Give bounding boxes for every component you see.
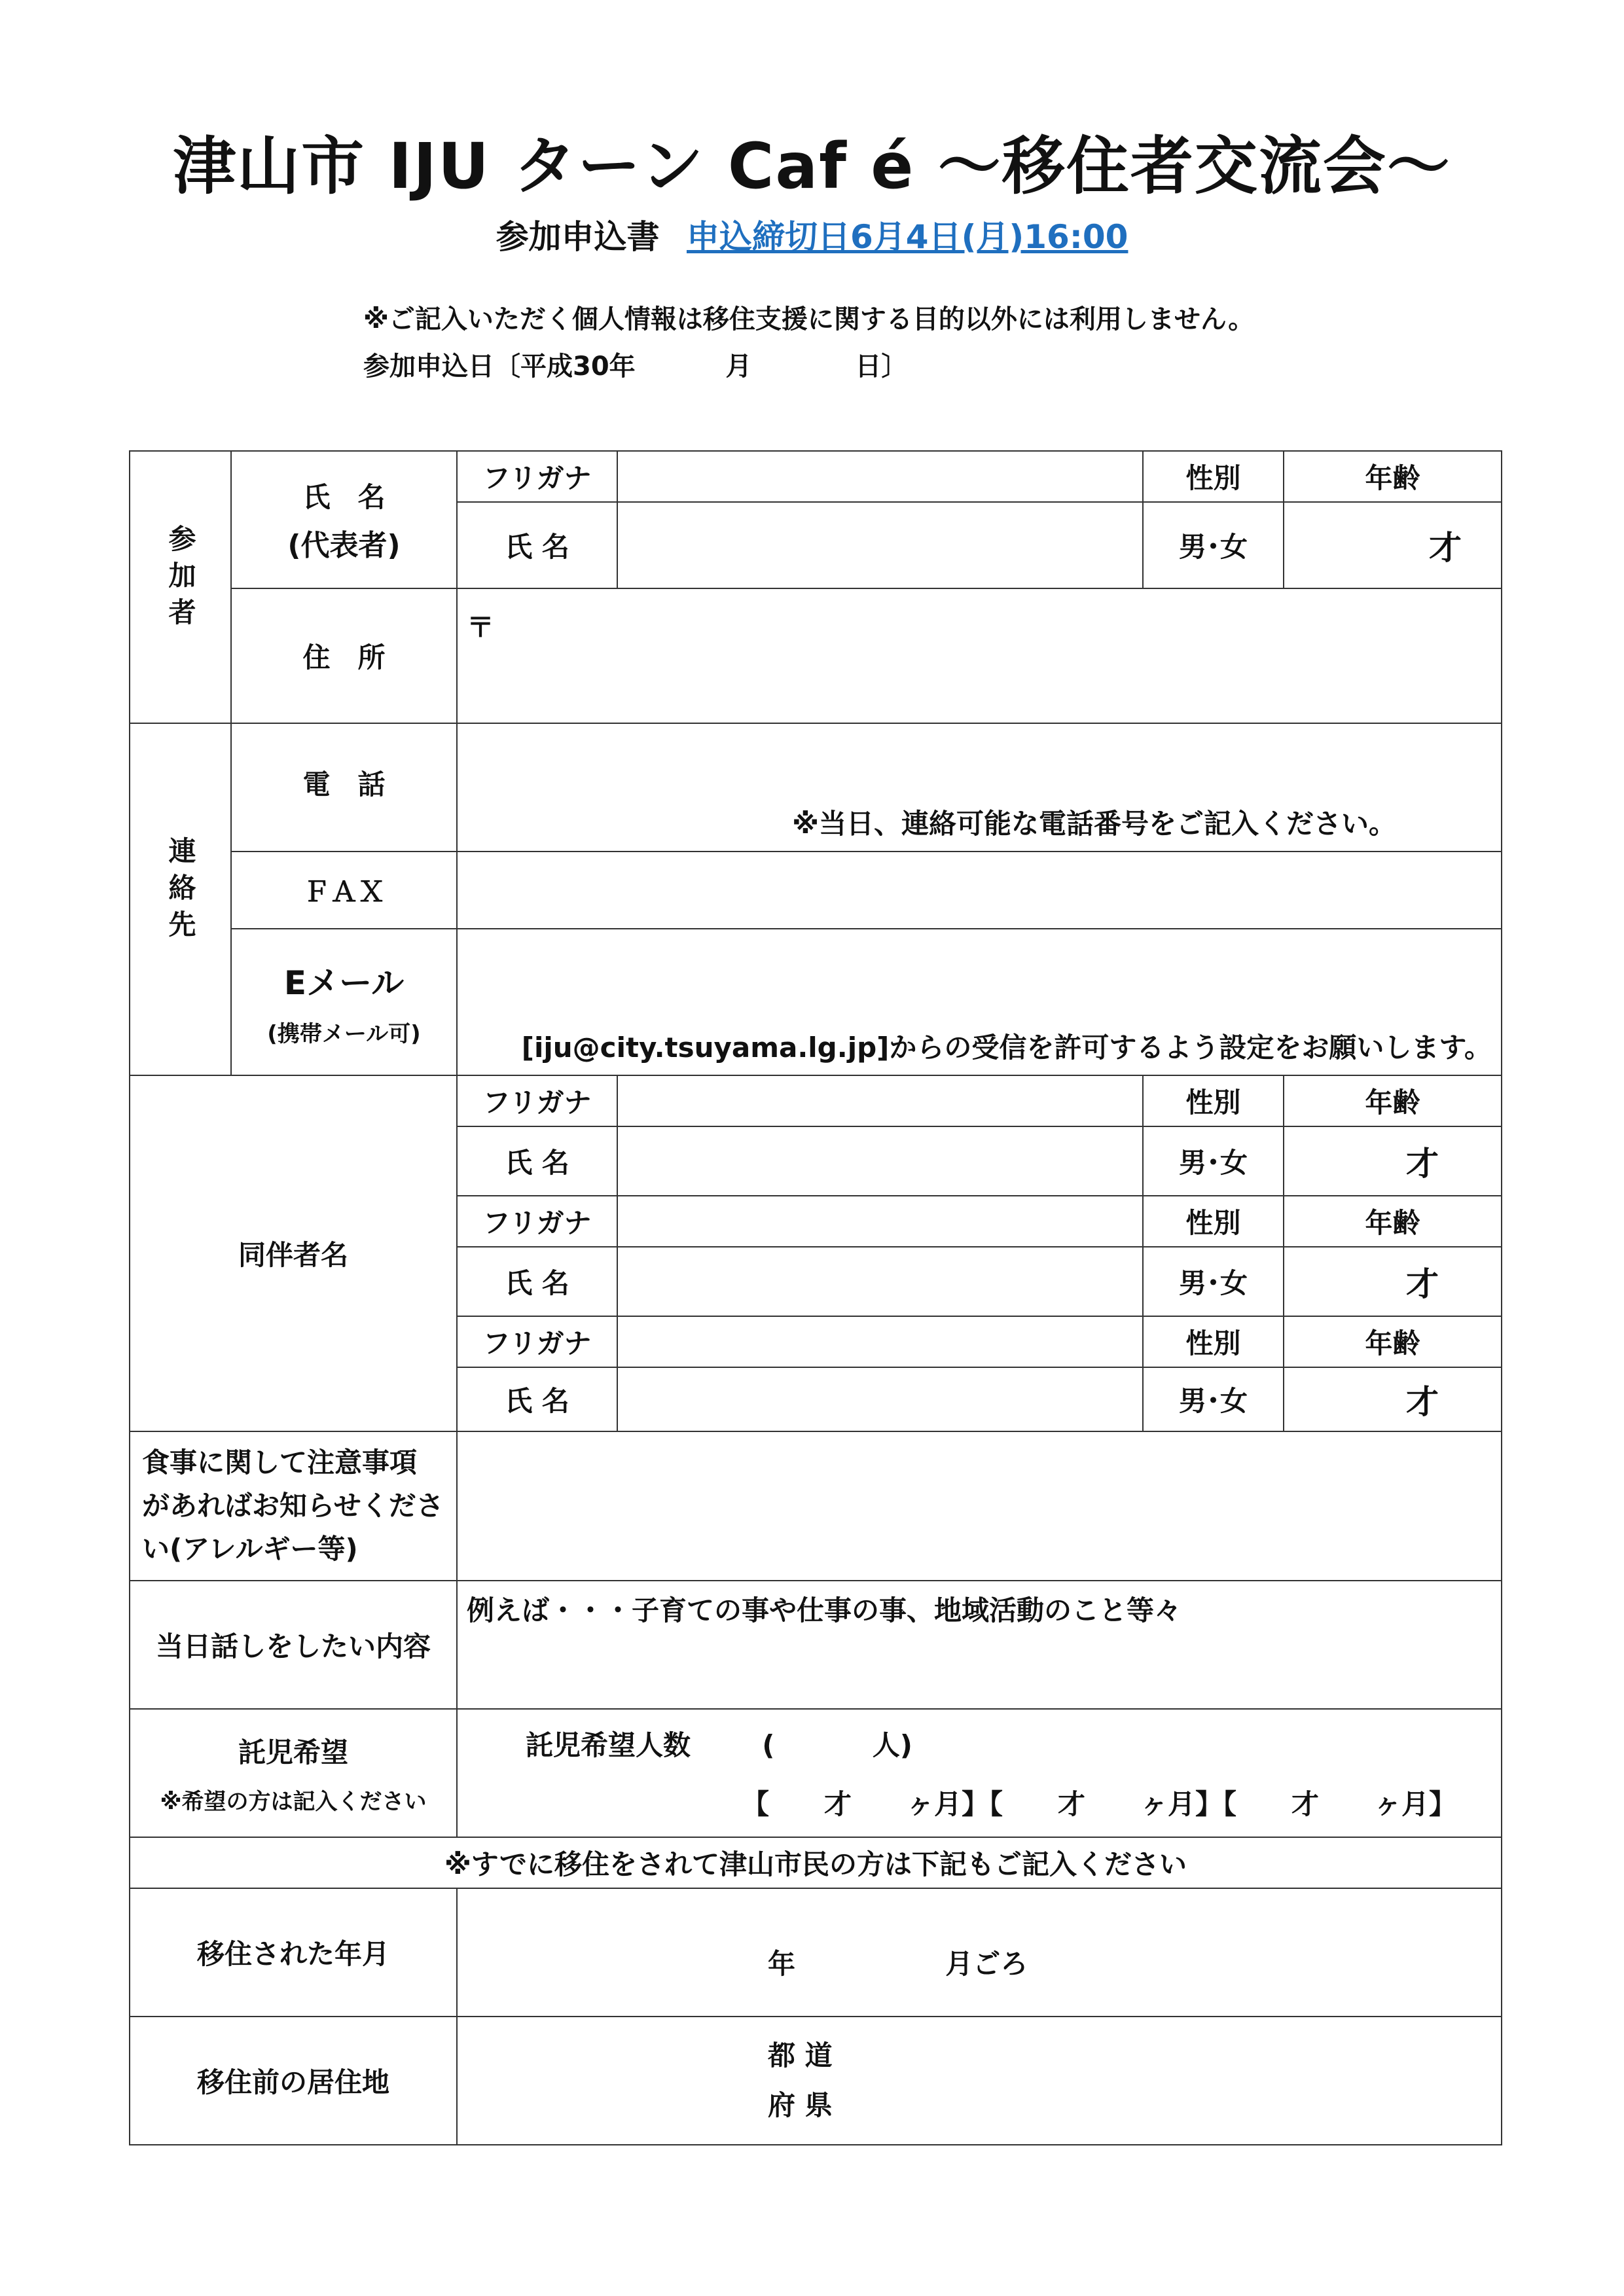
residents-notice: ※すでに移住をされて津山市民の方は下記もご記入ください	[130, 1837, 1502, 1888]
moved-month-unit: 月ごろ	[945, 1948, 1028, 1980]
companions-label: 同伴者名	[130, 1075, 457, 1431]
companion-name-label: 氏 名	[457, 1367, 617, 1431]
childcare-count-label: 託児希望人数	[526, 1729, 691, 1761]
companion-age-label: 年齢	[1284, 1075, 1502, 1126]
representative-name-label: 氏 名 (代表者)	[231, 451, 457, 588]
companion-gender-label: 性別	[1143, 1316, 1284, 1367]
topics-field[interactable]: 例えば・・・子育ての事や仕事の事、地域活動のこと等々	[457, 1581, 1502, 1709]
prefecture-line-1: 都 道	[768, 2039, 833, 2072]
page-title: 津山市 IJU ターン Caf é ～移住者交流会～	[173, 130, 1451, 203]
childcare-age-slots: 【 才 ヶ月】【 才 ヶ月】【 才 ヶ月】	[742, 1788, 1457, 1820]
companion-name-label: 氏 名	[457, 1247, 617, 1316]
previous-residence-label: 移住前の居住地	[130, 2017, 457, 2145]
companion-name-field[interactable]	[617, 1126, 1143, 1196]
companion-name-field[interactable]	[617, 1367, 1143, 1431]
meal-notes-field[interactable]	[457, 1431, 1502, 1581]
meal-notes-label: 食事に関して注意事項 があればお知らせくださ い(アレルギー等)	[130, 1431, 457, 1581]
topics-label: 当日話しをしたい内容	[130, 1581, 457, 1709]
childcare-count-open: (	[762, 1729, 775, 1761]
day-label: 日〕	[855, 351, 908, 382]
name-field-label: 氏 名	[457, 502, 617, 588]
contact-section-label: 連絡先	[130, 723, 231, 1075]
companion-gender-options[interactable]: 男･女	[1143, 1126, 1284, 1196]
moved-year-unit: 年	[768, 1948, 796, 1980]
address-field[interactable]: 〒	[457, 588, 1502, 723]
address-label: 住 所	[231, 588, 457, 723]
childcare-label: 託児希望 ※希望の方は記入ください	[130, 1709, 457, 1837]
companion-age-field[interactable]: 才	[1284, 1126, 1502, 1196]
deadline-text: 申込締切日6月4日(月)16:00	[686, 218, 1128, 256]
furigana-label: フリガナ	[457, 451, 617, 502]
companion-furigana-label: フリガナ	[457, 1316, 617, 1367]
moved-date-label: 移住された年月	[130, 1888, 457, 2017]
moved-date-field[interactable]	[457, 1888, 1502, 2017]
email-field[interactable]: [iju@city.tsuyama.lg.jp]からの受信を許可するよう設定をお願いします。	[457, 929, 1502, 1075]
companion-age-label: 年齢	[1284, 1196, 1502, 1247]
age-label: 年齢	[1284, 451, 1502, 502]
companion-furigana-field[interactable]	[617, 1075, 1143, 1126]
previous-residence-field[interactable]	[457, 2017, 1502, 2145]
form-subtitle	[0, 211, 1624, 263]
gender-label: 性別	[1143, 451, 1284, 502]
companion-age-field[interactable]: 才	[1284, 1247, 1502, 1316]
companion-name-field[interactable]	[617, 1247, 1143, 1316]
phone-field[interactable]: ※当日、連絡可能な電話番号をご記入ください。	[457, 723, 1502, 852]
prefecture-line-2: 府 県	[768, 2089, 833, 2121]
fax-label: ＦＡＸ	[231, 852, 457, 929]
form-name: 参加申込書	[496, 218, 660, 256]
childcare-count-unit: 人)	[872, 1729, 912, 1761]
name-field[interactable]	[617, 502, 1143, 588]
privacy-note: ※ご記入いただく個人情報は移住支援に関する目的以外には利用しません。	[363, 304, 1255, 334]
email-label: Eメール (携帯メール可)	[231, 929, 457, 1075]
age-field[interactable]: 才	[1284, 502, 1502, 588]
companion-gender-options[interactable]: 男･女	[1143, 1367, 1284, 1431]
application-form	[129, 450, 1502, 2145]
companion-furigana-field[interactable]	[617, 1196, 1143, 1247]
companion-gender-options[interactable]: 男･女	[1143, 1247, 1284, 1316]
companion-gender-label: 性別	[1143, 1075, 1284, 1126]
companion-furigana-field[interactable]	[617, 1316, 1143, 1367]
phone-label: 電 話	[231, 723, 457, 852]
application-date-label: 参加申込日〔平成30年	[363, 351, 636, 382]
gender-options[interactable]: 男･女	[1143, 502, 1284, 588]
application-date	[363, 346, 1214, 385]
companion-furigana-label: フリガナ	[457, 1196, 617, 1247]
month-label: 月	[725, 351, 752, 382]
furigana-field[interactable]	[617, 451, 1143, 502]
companion-furigana-label: フリガナ	[457, 1075, 617, 1126]
participant-section-label: 参加者	[130, 451, 231, 723]
companion-age-label: 年齢	[1284, 1316, 1502, 1367]
childcare-field[interactable]	[457, 1709, 1502, 1837]
fax-field[interactable]	[457, 852, 1502, 929]
companion-age-field[interactable]: 才	[1284, 1367, 1502, 1431]
companion-gender-label: 性別	[1143, 1196, 1284, 1247]
companion-name-label: 氏 名	[457, 1126, 617, 1196]
